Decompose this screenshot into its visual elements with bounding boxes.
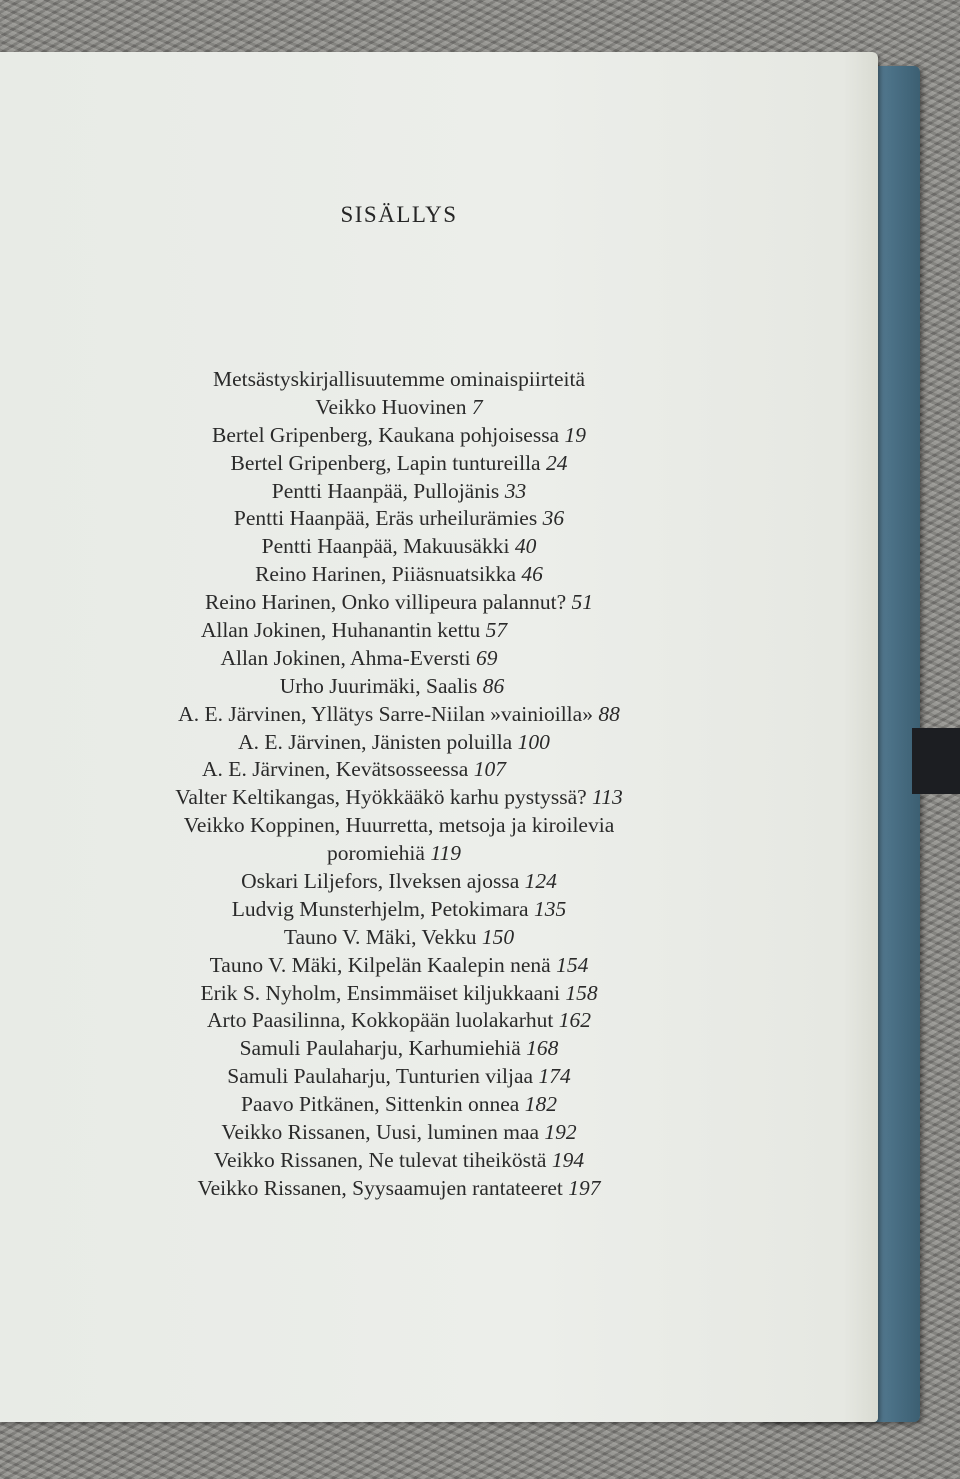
toc-line (0, 952, 798, 980)
toc-line (0, 756, 753, 784)
toc-page-number: 100 (517, 729, 550, 754)
toc-line (0, 784, 798, 812)
toc-entry-text: Tauno V. Mäki, Kilpelän Kaalepin nenä (209, 952, 551, 977)
toc-entry-text: Veikko Koppinen, Huurretta, metsoja ja kiroilevia (183, 813, 615, 838)
toc-line (0, 422, 798, 450)
toc-line (0, 366, 798, 394)
toc-line (0, 1091, 798, 1119)
toc-entry-text: Bertel Gripenberg, Lapin tuntureilla (230, 450, 541, 475)
toc-line (0, 561, 798, 589)
toc-entry-text: Oskari Liljefors, Ilveksen ajossa (241, 869, 520, 894)
toc-line (0, 589, 798, 617)
toc-entry-text: Reino Harinen, Piiäsnuatsikka (255, 562, 517, 587)
toc-page-number: 69 (476, 645, 498, 670)
toc-line (0, 980, 798, 1008)
toc-line (0, 1035, 798, 1063)
toc-page-number: 86 (482, 673, 505, 698)
toc-entry-text: A. E. Järvinen, Kevätsosseessa (202, 757, 469, 782)
toc-entry-text: Allan Jokinen, Huhanantin kettu (200, 618, 481, 643)
toc-page-number: 119 (430, 841, 461, 866)
toc-page-number: 150 (481, 924, 515, 949)
toc-page-number: 124 (524, 869, 557, 894)
toc-entry-text: Pentti Haanpää, Pullojänis (271, 478, 500, 503)
toc-entry-text: poromiehiä (327, 841, 425, 866)
toc-page-number: 168 (526, 1036, 559, 1061)
toc-entry-text: Valter Keltikangas, Hyökkääkö karhu pystyssä? (175, 785, 587, 810)
toc-page-number: 36 (542, 506, 565, 531)
toc-page-number: 7 (471, 394, 483, 419)
toc-line (0, 729, 793, 757)
toc-entry-text: Pentti Haanpää, Makuusäkki (261, 534, 510, 559)
toc-page-number: 107 (473, 757, 506, 782)
toc-line (0, 1063, 798, 1091)
toc-entry-text: A. E. Järvinen, Yllätys Sarre-Niilan »vainioilla» (178, 701, 593, 726)
toc-entry-text: Paavo Pitkänen, Sittenkin onnea (241, 1092, 520, 1117)
toc-page-number: 194 (551, 1147, 585, 1172)
toc-entry-text: Reino Harinen, Onko villipeura palannut? (204, 590, 567, 615)
toc-entry-text: Urho Juurimäki, Saalis (279, 673, 478, 698)
toc-page-number: 57 (485, 618, 508, 643)
toc-line (0, 394, 798, 422)
toc-page-number: 174 (538, 1064, 571, 1089)
toc-page-number: 19 (564, 422, 586, 447)
toc-entry-text: Veikko Rissanen, Uusi, luminen maa (221, 1120, 540, 1145)
toc-page-number: 162 (558, 1008, 591, 1033)
toc-line (0, 478, 798, 506)
toc-page-number: 158 (565, 980, 598, 1005)
toc-page-number: 113 (592, 785, 623, 810)
toc-line (0, 533, 798, 561)
toc-page-number: 40 (514, 534, 537, 559)
toc-entry-text: Samuli Paulaharju, Tunturien viljaa (227, 1064, 534, 1089)
toc-page-number: 51 (571, 590, 594, 615)
toc-line (0, 1007, 798, 1035)
toc-entry-text: Veikko Rissanen, Ne tulevat tiheiköstä (213, 1147, 547, 1172)
toc-line (0, 896, 798, 924)
toc-line (0, 450, 798, 478)
toc-line (0, 701, 798, 729)
toc-entry-text: Tauno V. Mäki, Vekku (283, 924, 477, 949)
cover-dark-band (912, 728, 960, 794)
table-of-contents (0, 366, 798, 1203)
toc-line (0, 924, 798, 952)
toc-line (0, 673, 791, 701)
toc-page-number: 197 (568, 1175, 601, 1200)
toc-entry-text: Allan Jokinen, Ahma-Eversti (220, 645, 471, 670)
toc-entry-text: A. E. Järvinen, Jänisten poluilla (238, 729, 513, 754)
toc-line (0, 840, 793, 868)
toc-entry-text: Erik S. Nyholm, Ensimmäiset kiljukkaani (200, 980, 560, 1005)
toc-page-number: 154 (556, 952, 589, 977)
toc-line (0, 868, 798, 896)
toc-entry-text: Arto Paasilinna, Kokkopään luolakarhut (207, 1008, 554, 1033)
toc-entry-text: Ludvig Munsterhjelm, Petokimara (231, 896, 529, 921)
toc-entry-text: Pentti Haanpää, Eräs urheilurämies (233, 506, 538, 531)
toc-line (0, 1119, 798, 1147)
toc-entry-text: Bertel Gripenberg, Kaukana pohjoisessa (212, 422, 560, 447)
toc-line (0, 617, 753, 645)
page-title: SISÄLLYS (340, 202, 458, 227)
toc-line (0, 1175, 798, 1203)
toc-page-number: 182 (524, 1092, 557, 1117)
toc-line (0, 645, 758, 673)
toc-page-number: 192 (544, 1120, 577, 1145)
toc-line (0, 505, 798, 533)
toc-page-number: 46 (521, 562, 543, 587)
toc-entry-text: Veikko Huovinen (315, 394, 467, 419)
toc-entry-text: Samuli Paulaharju, Karhumiehiä (239, 1036, 521, 1061)
toc-page-number: 24 (545, 450, 568, 475)
toc-entry-text: Veikko Rissanen, Syysaamujen rantateeret (197, 1175, 563, 1200)
toc-line (0, 1147, 798, 1175)
toc-page-number: 135 (533, 896, 567, 921)
book-page (0, 52, 878, 1422)
toc-line (0, 812, 798, 840)
toc-entry-text: Metsästyskirjallisuutemme ominaispiirteitä (212, 367, 585, 391)
toc-page-number: 88 (598, 701, 620, 726)
toc-page-number: 33 (504, 478, 527, 503)
